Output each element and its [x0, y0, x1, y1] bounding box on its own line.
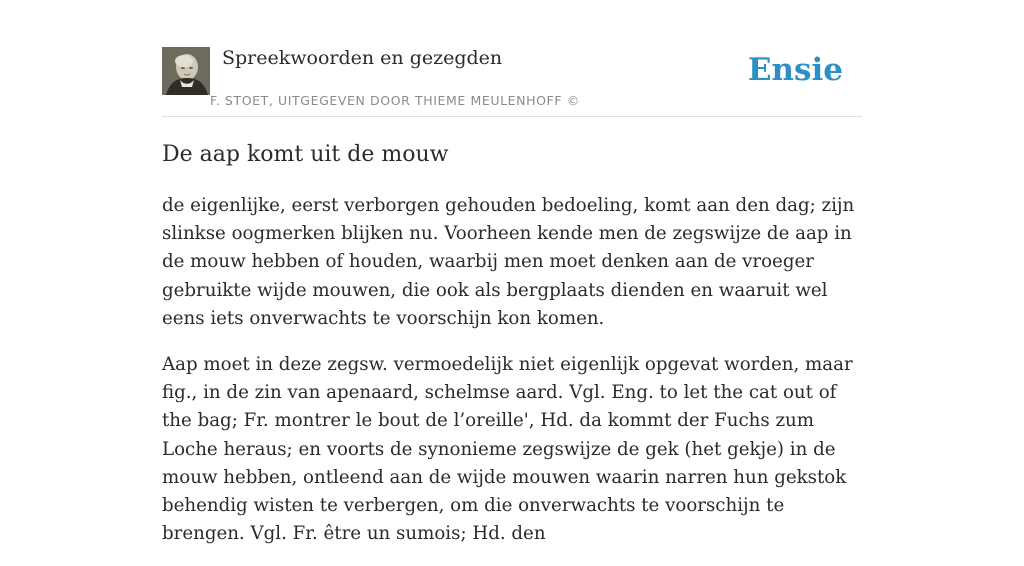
entry-body: [162, 192, 862, 566]
source-title[interactable]: Spreekwoorden en gezegden: [222, 47, 503, 69]
entry-paragraph: de eigenlijke, eerst verborgen gehouden bedoeling, komt aan den dag; zijn slinkse oogmerken blijken nu. Voorheen kende men de zegswijze de aap in de mouw hebben of houden, waarbij men moet denken aan de vroeger gebruikte wijde mouwen, die ook als bergplaats dienden en waaruit wel eens iets onverwachts te voorschijn kon komen.: [162, 195, 855, 329]
ensie-logo[interactable]: Ensie: [747, 52, 843, 88]
entry-paragraph: Aap moet in deze zegsw. vermoedelijk niet eigenlijk opgevat worden, maar fig., in de zin van apenaard, schelmse aard. Vgl. Eng. to let the cat out of the bag; Fr. montrer le bout de l’oreille', Hd. da kommt der Fuchs zum Loche heraus; en voorts de synonieme zegswijze de gek (het gekje) in de mouw hebben, ontleend aan de wijde mouwen waarin narren hun gekstok behendig wisten te verbergen, om die onverwachts te voorschijn te brengen. Vgl. Fr. être un sumois; Hd. den: [162, 354, 853, 545]
author-avatar: [162, 47, 210, 95]
source-credit: F. STOET, UITGEGEVEN DOOR THIEME MEULENHOFF ©: [210, 93, 580, 108]
author-portrait-icon: [162, 47, 210, 95]
source-header: [162, 40, 862, 117]
entry-title: De aap komt uit de mouw: [162, 142, 449, 167]
